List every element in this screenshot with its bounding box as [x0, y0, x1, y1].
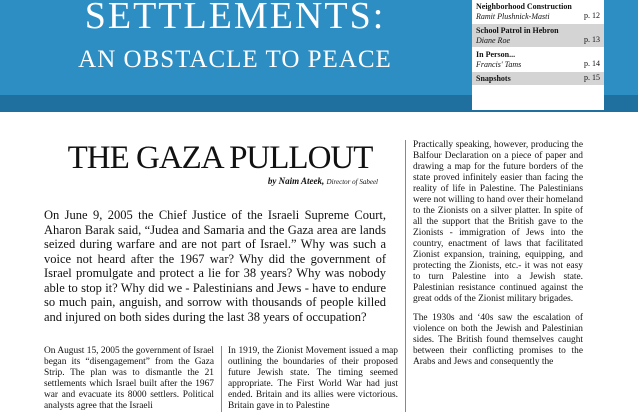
banner-headline-line2: AN OBSTACLE TO PEACE — [78, 46, 392, 73]
byline-author: by Naim Ateek, — [267, 176, 325, 186]
column-3-paragraph: The 1930s and ‘40s saw the escalation of violence on both the Jewish and Palestinian sides. The British found themselves caught between their conflicting promises to the Arabs and Jews and consequently the — [413, 313, 583, 367]
article-title: THE GAZA PULLOUT — [67, 140, 373, 176]
toc-page: p. 13 — [584, 35, 600, 44]
column-divider — [405, 140, 406, 412]
toc-author: Francis' Tams — [476, 60, 522, 69]
article-lead-paragraph: On June 9, 2005 the Chief Justice of the Israeli Supreme Court, Aharon Barak said, “Judea and Samaria and the Gaza area are lands seized during warfare and are not part of Israel.” Why was such a voice not heard after the 1967 war? Why did the government of Israel promulgate and protect a lie for 38 years? Why was nobody able to stop it? Why did we - Palestinians and Jews - have to endure so much pain, anguish, and sorrow with thousands of people killed and injured on both sides during the last 38 years of occupation? — [44, 208, 386, 324]
toc-author: Diane Roe — [476, 36, 510, 45]
toc-page: p. 15 — [584, 73, 600, 82]
article-column-3 — [413, 140, 583, 376]
toc-title: Snapshots — [476, 74, 511, 83]
toc-title: School Patrol in Hebron — [476, 26, 559, 35]
toc-item[interactable] — [472, 0, 604, 24]
toc-page: p. 12 — [584, 11, 600, 20]
banner-headline-line1: SETTLEMENTS: — [84, 0, 386, 37]
column-divider — [221, 346, 222, 412]
article-byline — [268, 176, 378, 186]
article-column-1: On August 15, 2005 the government of Israel began its “disengagement” from the Gaza Strip. The plan was to dismantle the 21 settlements which Israel built after the 1967 war and evacuate its 8000 settlers. Political analysts agree that the Israeli — [44, 346, 214, 411]
toc-item[interactable] — [472, 72, 604, 86]
article-column-2: In 1919, the Zionist Movement issued a map outlining the boundaries of their proposed future Jewish state. The timing seemed appropriate. The First World War had just ended. Britain and its allies were victorious. Britain gave in to Palestine — [228, 346, 398, 411]
toc-page: p. 14 — [584, 59, 600, 68]
toc-author: Ramit Plushnick-Masti — [476, 12, 550, 21]
toc-title: In Person... — [476, 50, 516, 59]
toc-item[interactable] — [472, 24, 604, 48]
byline-role: Director of Sabeel — [326, 178, 378, 186]
toc-title: Neighborhood Construction — [476, 2, 572, 11]
table-of-contents — [472, 0, 604, 110]
column-3-paragraph: Practically speaking, however, producing the Balfour Declaration on a piece of paper and drawing a map for the future borders of the state proved infinitely easier than facing the reality of life in Palestine. The Palestinians were not willing to hand over their homeland to the Zionists on a silver platter. In spite of all the support that the British gave to the Zionists - immigration of Jews into the country, enactment of laws that facilitated Zionist expansion, training, equipping, and protecting the Zionists, etc.- it was not easy to turn Palestine into a Jewish state. Palestinian resistance continued against the great odds of the Zionist military brigades. — [413, 140, 583, 304]
toc-item[interactable] — [472, 48, 604, 72]
